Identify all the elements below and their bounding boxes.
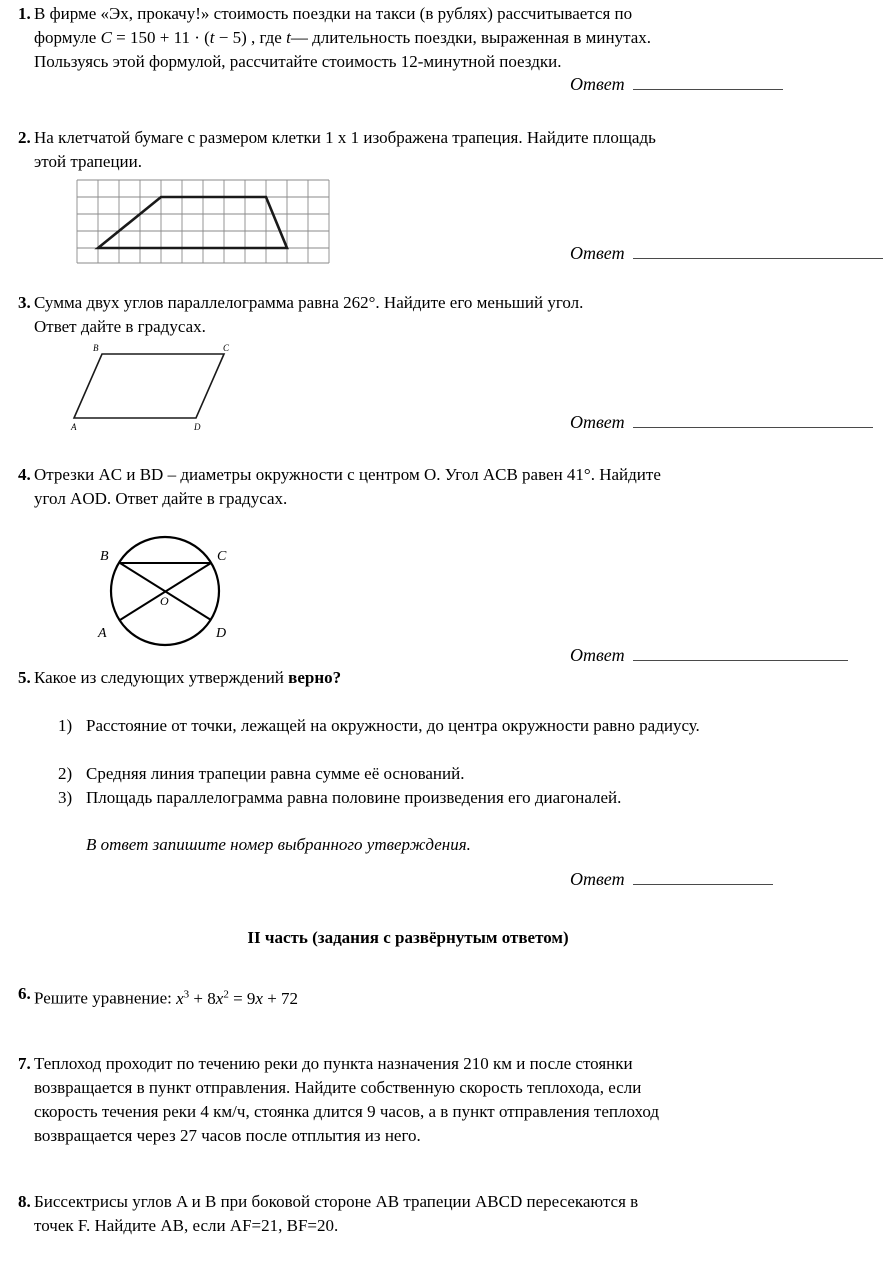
answer-label-5: Ответ	[570, 869, 625, 889]
label-D: D	[194, 422, 201, 432]
label-C: C	[217, 549, 227, 564]
problem-5-number: 5.	[18, 668, 31, 687]
answer-blank-4[interactable]	[633, 647, 848, 661]
problem-5-note: В ответ запишите номер выбранного утверждения.	[86, 835, 471, 854]
answer-label-3: Ответ	[570, 412, 625, 432]
option-2[interactable]	[58, 762, 818, 786]
problem-2-line1: На клетчатой бумаге с размером клетки 1 x 1 изображена трапеция. Найдите площадь	[34, 128, 656, 147]
problem-5-line1-prefix: Какое из следующих утверждений	[34, 668, 289, 687]
problem-8-line2: точек F. Найдите AB, если AF=21, BF=20.	[34, 1216, 339, 1235]
label-A: A	[98, 626, 107, 641]
figure-parallelogram	[72, 340, 262, 432]
option-1-number: 1)	[58, 716, 73, 735]
label-A: A	[71, 422, 77, 432]
problem-5-line1-bold: верно?	[288, 668, 342, 687]
problem-7-line3: скорость течения реки 4 км/ч, стоянка длится 9 часов, а в пункт отправления теплоход	[34, 1102, 660, 1121]
option-2-number: 2)	[58, 764, 73, 783]
grid-lines	[77, 180, 329, 263]
problem-4-line1: Отрезки AC и BD – диаметры окружности с центром O. Угол ACB равен 41°. Найдите	[34, 465, 661, 484]
problem-1-variable-t: t	[286, 28, 291, 47]
option-1-text: Расстояние от точки, лежащей на окружности, до центра окружности равно радиусу.	[86, 716, 700, 735]
trapezoid-shape	[98, 197, 287, 248]
label-B: B	[93, 343, 99, 353]
answer-blank-1[interactable]	[633, 76, 783, 90]
option-3-number: 3)	[58, 788, 73, 807]
problem-1-number: 1.	[18, 4, 31, 23]
problem-1	[0, 2, 816, 74]
problem-8-number: 8.	[18, 1192, 31, 1211]
answer-label-1: Ответ	[570, 74, 625, 94]
label-C: C	[223, 343, 230, 353]
figure-circle-diameters	[72, 527, 272, 657]
problem-6-equation: $x^3 + 8x^2 = 9x + 72$	[176, 988, 299, 1008]
problem-4	[0, 463, 816, 511]
option-3[interactable]	[58, 786, 818, 810]
parallelogram-svg	[72, 340, 262, 432]
answer-label-2: Ответ	[570, 243, 625, 263]
label-D: D	[216, 626, 227, 641]
answer-row-1	[570, 74, 783, 95]
answer-blank-3[interactable]	[633, 414, 873, 428]
problem-3	[0, 291, 816, 339]
answer-row-4	[570, 645, 848, 666]
problem-5	[0, 666, 816, 690]
problem-4-number: 4.	[18, 465, 31, 484]
problem-7-body	[34, 1052, 816, 1148]
problem-8-line1: Биссектрисы углов A и B при боковой стороне AB трапеции ABCD пересекаются в	[34, 1192, 639, 1211]
problem-1-line1: В фирме «Эх, прокачу!» стоимость поездки на такси (в рублях) рассчитывается по	[34, 4, 633, 23]
option-1[interactable]	[58, 714, 818, 738]
option-2-text: Средняя линия трапеции равна сумме её оснований.	[86, 764, 465, 783]
answer-row-3	[570, 412, 873, 433]
problem-6-prompt: Решите уравнение:	[34, 988, 172, 1008]
circle-svg	[72, 527, 272, 657]
problem-8-body	[34, 1190, 816, 1238]
trapezoid-grid-svg	[77, 180, 333, 264]
problem-5-body	[34, 666, 341, 690]
problem-1-line2-suffix: , где	[251, 28, 282, 47]
problem-6	[0, 982, 816, 1011]
problem-1-formula: C = 150 + 11 · (t − 5)	[100, 28, 252, 47]
label-O: O	[160, 594, 169, 608]
answer-label-4: Ответ	[570, 645, 625, 665]
problem-3-body	[34, 291, 814, 339]
problem-2-number: 2.	[18, 128, 31, 147]
answer-row-2	[570, 243, 883, 264]
problem-7-line1: Теплоход проходит по течению реки до пункта назначения 210 км и после стоянки	[34, 1054, 633, 1073]
problem-1-body	[34, 2, 804, 74]
problem-7-line4: возвращается через 27 часов после отплытия из него.	[34, 1126, 421, 1145]
problem-7-number: 7.	[18, 1054, 31, 1073]
problem-1-line2	[34, 26, 804, 50]
problem-3-line1: Сумма двух углов параллелограмма равна 262°. Найдите его меньший угол.	[34, 293, 584, 312]
problem-4-body	[34, 463, 816, 511]
problem-2	[0, 126, 816, 174]
answer-blank-2[interactable]	[633, 245, 883, 259]
problem-3-line2: Ответ дайте в градусах.	[34, 317, 206, 336]
answer-blank-5[interactable]	[633, 871, 773, 885]
problem-4-line2: угол AOD. Ответ дайте в градусах.	[34, 489, 288, 508]
problem-6-body	[34, 982, 298, 1011]
problem-7	[0, 1052, 816, 1148]
problem-2-body	[34, 126, 816, 174]
problem-1-line2-prefix: формуле	[34, 28, 97, 47]
answer-row-5	[570, 869, 773, 890]
problem-1-line3: Пользуясь этой формулой, рассчитайте стоимость 12-минутной поездки.	[34, 52, 562, 71]
figure-trapezoid-grid	[77, 180, 333, 264]
label-B: B	[100, 549, 109, 564]
problem-7-line2: возвращается в пункт отправления. Найдите собственную скорость теплохода, если	[34, 1078, 642, 1097]
part2-heading: II часть (задания с развёрнутым ответом)	[247, 928, 569, 947]
problem-8	[0, 1190, 816, 1238]
option-3-text: Площадь параллелограмма равна половине произведения его диагоналей.	[86, 788, 622, 807]
problem-3-number: 3.	[18, 293, 31, 312]
problem-2-line2: этой трапеции.	[34, 152, 142, 171]
problem-6-number: 6.	[18, 984, 31, 1003]
parallelogram-shape	[74, 354, 224, 418]
problem-1-line2-tail: — длительность поездки, выраженная в минутах.	[290, 28, 652, 47]
